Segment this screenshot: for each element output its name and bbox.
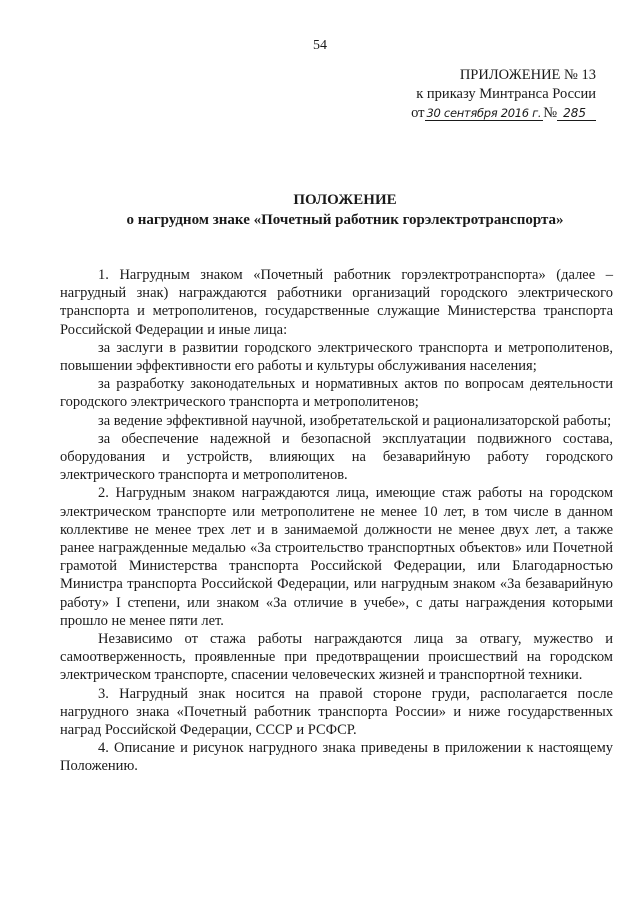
document-subtitle: о нагрудном знаке «Почетный работник горэлектротранспорта» bbox=[126, 212, 564, 228]
paragraph-1: 1. Нагрудным знаком «Почетный работник горэлектротранспорта» (далее – нагрудный знак) награждаются работники организаций городского электрического транспорта и метрополитенов, государственные служащие Министерства транспорта Российской Федерации и иные лица: bbox=[60, 267, 613, 338]
annex-title: ПРИЛОЖЕНИЕ № 13 bbox=[459, 67, 596, 83]
handwritten-order-number: 285 bbox=[557, 106, 596, 121]
document-body bbox=[60, 266, 613, 776]
paragraph-merit: за заслуги в развитии городского электрического транспорта и метрополитенов, повышении эффективности его работы и культуры обслуживания населения; bbox=[60, 339, 613, 375]
paragraph-4: 4. Описание и рисунок нагрудного знака приведены в приложении к настоящему Положению. bbox=[60, 740, 613, 775]
page-number: 54 bbox=[313, 38, 327, 53]
paragraph-bravery: Независимо от стажа работы награждаются лица за отвагу, мужество и самоотверженность, проявленные при предотвращении происшествий на городском электрическом транспорте, спасении человеческих жизней и транспортной техники. bbox=[60, 631, 613, 684]
paragraph-safety: за обеспечение надежной и безопасной эксплуатации подвижного состава, оборудования и устройств, влияющих на безаварийную работу городского электрического транспорта и метрополитенов. bbox=[60, 430, 613, 484]
paragraph-3: 3. Нагрудный знак носится на правой стороне груди, располагается после нагрудного знака «Почетный работник транспорта России» и ниже государственных наград Российской Федерации, СССР и РСФСР. bbox=[60, 685, 613, 739]
date-prefix: от bbox=[411, 105, 425, 121]
annex-header bbox=[336, 66, 596, 123]
paragraph-legislation: за разработку законодательных и нормативных актов по вопросам деятельности городского электрического транспорта и метрополитенов; bbox=[60, 376, 613, 411]
document-heading bbox=[60, 190, 630, 230]
handwritten-date: 30 сентября 2016 г. bbox=[426, 106, 542, 120]
paragraph-2: 2. Нагрудным знаком награждаются лица, имеющие стаж работы на городском электрическом транспорте или метрополитене не менее 10 лет, в том числе в данном коллективе не менее трех лет и в занимаемой должности не менее двух лет, а также ранее награжденные медалью «За строительство транспортных объектов» или Почетной грамотой Министерства транспорта Российской Федерации, или Благодарностью Министра транспорта Российской Федерации, или нагрудным знаком «За безаварийную работу» I степени, или знаком «За отличие в учебе», с даты награждения которыми прошло не менее пяти лет. bbox=[60, 485, 613, 629]
number-prefix: № bbox=[543, 105, 558, 121]
order-date-number-line bbox=[411, 104, 596, 123]
document-title: ПОЛОЖЕНИЕ bbox=[293, 192, 397, 208]
annex-subtitle: к приказу Минтранса России bbox=[416, 86, 596, 102]
paragraph-research: за ведение эффективной научной, изобретательской и рационализаторской работы; bbox=[98, 412, 612, 429]
